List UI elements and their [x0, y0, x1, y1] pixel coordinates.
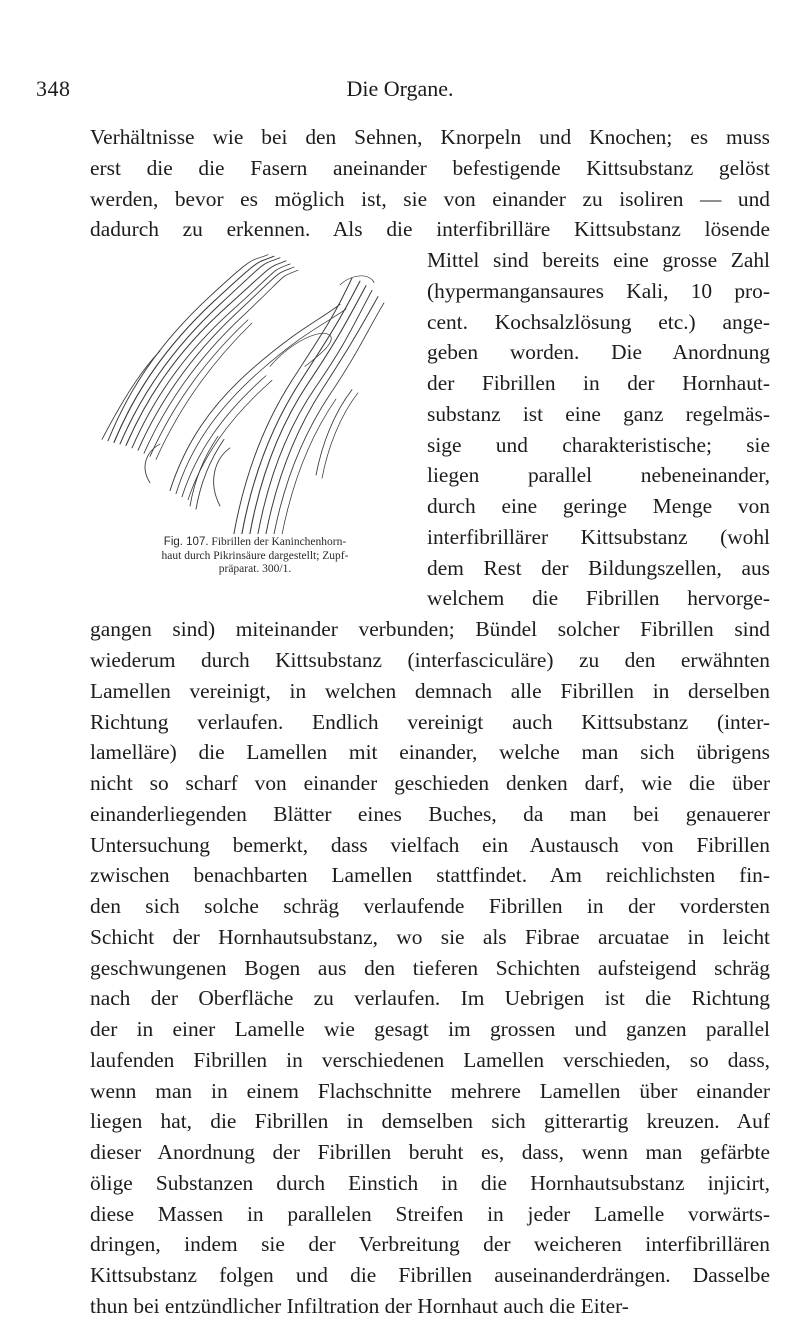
text-line: Schicht der Hornhautsubstanz, wo sie als Fibrae arcuatae in leicht — [90, 925, 770, 949]
text-line: einanderliegenden Blätter eines Buches, da man bei genauerer — [90, 802, 770, 826]
text-line: ölige Substanzen durch Einstich in die Hornhautsubstanz injicirt, — [90, 1171, 770, 1195]
figure-label: Fig. 107. — [163, 536, 209, 548]
text-line: werden, bevor es möglich ist, sie von einander zu isoliren — und — [90, 187, 770, 211]
caption-line: präparat. 300/1. — [218, 563, 292, 575]
text-line: dringen, indem sie der Verbreitung der weicheren interfibrillären — [90, 1232, 770, 1256]
text-line: Mittel sind bereits eine grosse Zahl — [427, 248, 770, 272]
text-line: Kittsubstanz folgen und die Fibrillen auseinanderdrängen. Dasselbe — [90, 1263, 770, 1287]
text-line: zwischen benachbarten Lamellen stattfindet. Am reichlichsten fin- — [90, 863, 770, 887]
text-line: dadurch zu erkennen. Als die interfibrilläre Kittsubstanz lösende — [90, 217, 770, 241]
text-line: Lamellen vereinigt, in welchen demnach alle Fibrillen in derselben — [90, 679, 770, 703]
text-line: geben worden. Die Anordnung — [427, 340, 770, 364]
text-line: substanz ist eine ganz regelmäs- — [427, 402, 770, 426]
text-line: erst die die Fasern aneinander befestigende Kittsubstanz gelöst — [90, 156, 770, 180]
caption-line: haut durch Pikrinsäure dargestellt; Zupf- — [161, 549, 349, 562]
text-line: geschwungenen Bogen aus den tieferen Schichten aufsteigend schräg — [90, 956, 770, 980]
caption-line: Fibrillen der Kaninchenhorn- — [211, 536, 347, 548]
figure-caption — [90, 536, 420, 577]
text-line: diese Massen in parallelen Streifen in jeder Lamelle vorwärts- — [90, 1202, 770, 1226]
text-line: lamelläre) die Lamellen mit einander, welche man sich übrigens — [90, 740, 770, 764]
fibrillen-illustration — [90, 250, 420, 534]
text-line: cent. Kochsalzlösung etc.) ange- — [427, 310, 770, 334]
text-line: interfibrillärer Kittsubstanz (wohl — [427, 525, 770, 549]
running-title: Die Organe. — [346, 76, 454, 101]
text-line: laufenden Fibrillen in verschiedenen Lamellen verschieden, so dass, — [90, 1048, 770, 1072]
text-line: Untersuchung bemerkt, dass vielfach ein Austausch von Fibrillen — [90, 833, 770, 857]
text-line: liegen parallel nebeneinander, — [427, 463, 770, 487]
text-line: der in einer Lamelle wie gesagt im grossen und ganzen parallel — [90, 1017, 770, 1041]
text-line: nicht so scharf von einander geschieden denken darf, wie die über — [90, 771, 770, 795]
text-line: liegen hat, die Fibrillen in demselben sich gitterartig kreuzen. Auf — [90, 1109, 770, 1133]
text-line: sige und charakteristische; sie — [427, 433, 770, 457]
text-line: dieser Anordnung der Fibrillen beruht es, dass, wenn man gefärbte — [90, 1140, 770, 1164]
text-line: dem Rest der Bildungszellen, aus — [427, 556, 770, 580]
text-line: der Fibrillen in der Hornhaut- — [427, 371, 770, 395]
text-line: gangen sind) miteinander verbunden; Bündel solcher Fibrillen sind — [90, 617, 770, 641]
text-line: (hypermangansaures Kali, 10 pro- — [427, 279, 770, 303]
text-line: den sich solche schräg verlaufende Fibrillen in der vordersten — [90, 894, 770, 918]
figure-107 — [90, 250, 420, 534]
text-line: nach der Oberfläche zu verlaufen. Im Uebrigen ist die Richtung — [90, 986, 770, 1010]
text-line: wiederum durch Kittsubstanz (interfasciculäre) zu den erwähnten — [90, 648, 770, 672]
text-line: welchem die Fibrillen hervorge- — [427, 586, 770, 610]
page-header — [0, 76, 800, 108]
text-line: Richtung verlaufen. Endlich vereinigt auch Kittsubstanz (inter- — [90, 710, 770, 734]
page-number: 348 — [36, 76, 71, 101]
text-line: thun bei entzündlicher Infiltration der Hornhaut auch die Eiter- — [90, 1294, 629, 1318]
text-line: wenn man in einem Flachschnitte mehrere Lamellen über einander — [90, 1079, 770, 1103]
text-line: durch eine geringe Menge von — [427, 494, 770, 518]
text-line: Verhältnisse wie bei den Sehnen, Knorpeln und Knochen; es muss — [90, 125, 770, 149]
